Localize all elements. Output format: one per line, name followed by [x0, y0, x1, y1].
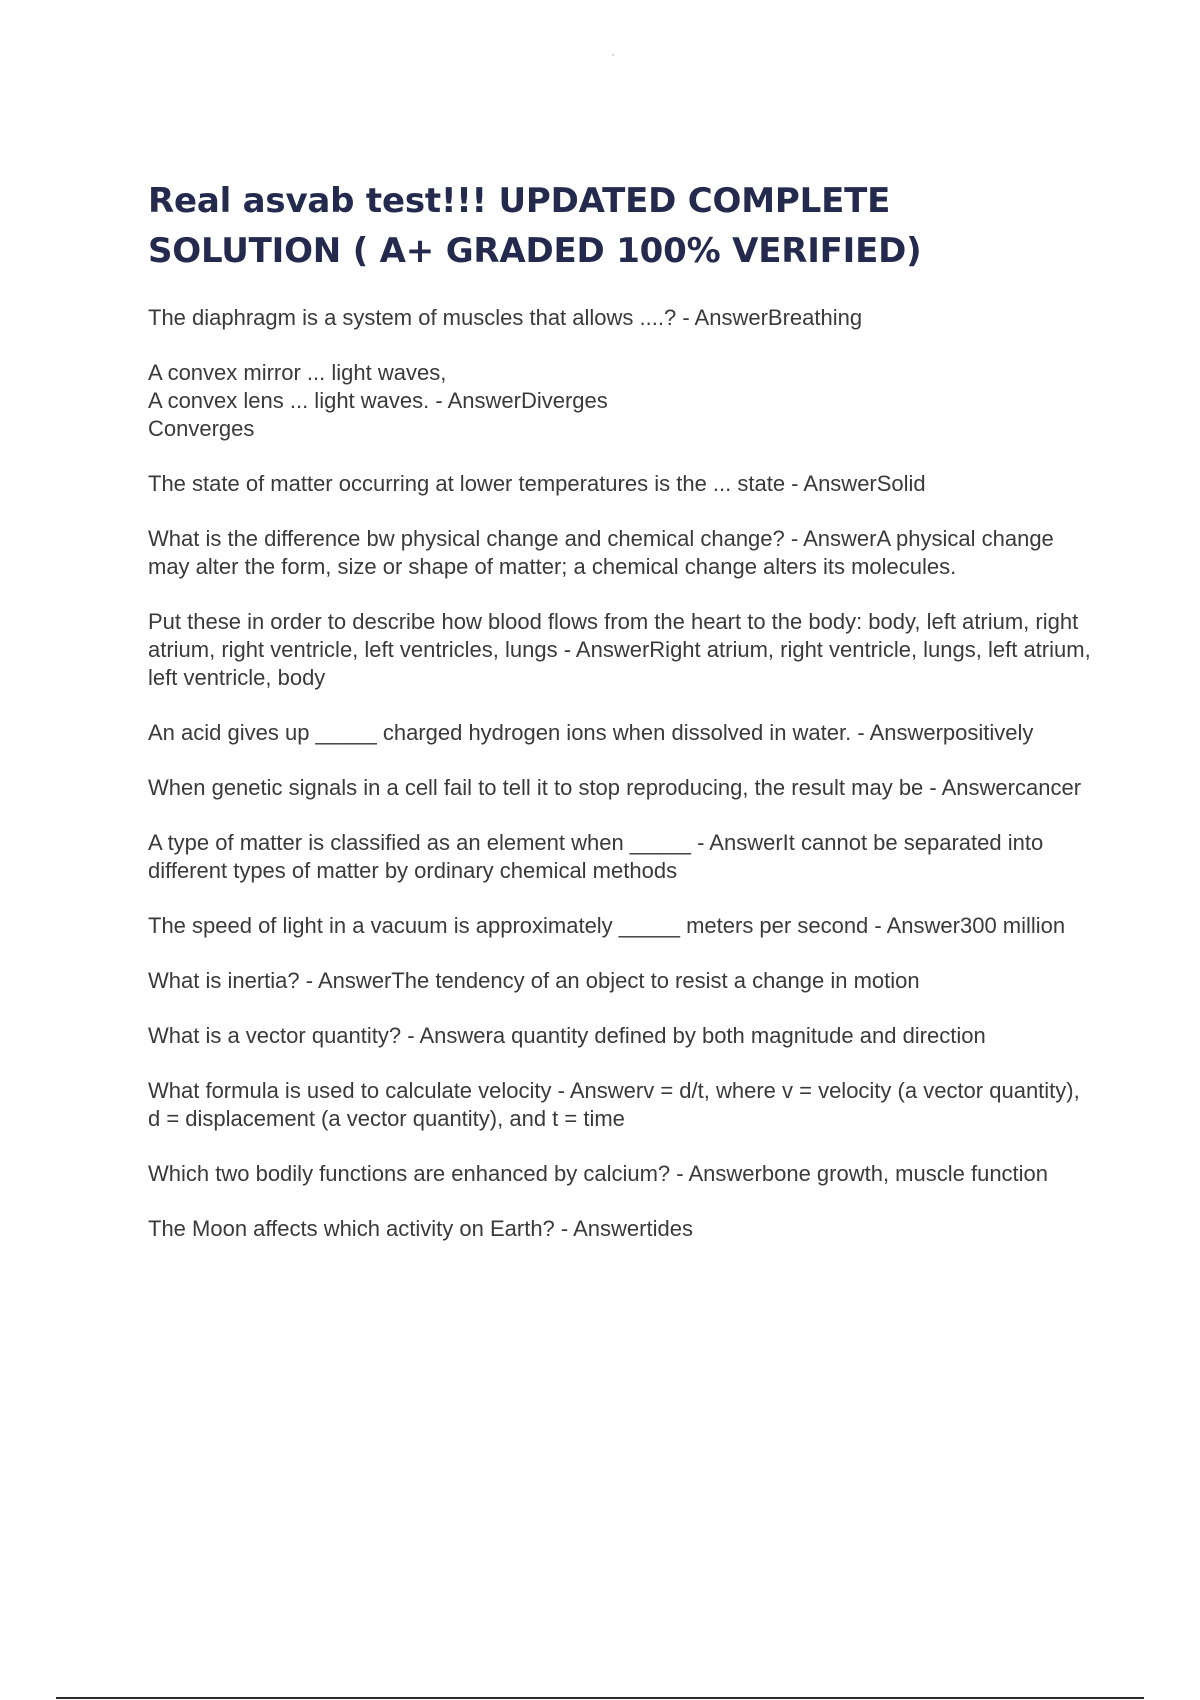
qa-item-calcium: Which two bodily functions are enhanced by calcium? - Answerbone growth, muscle function [148, 1161, 1049, 1186]
qa-item-vector-quantity: What is a vector quantity? - Answera quantity defined by both magnitude and direction [148, 1023, 986, 1048]
qa-item-physical-chemical-change: What is the difference bw physical change and chemical change? - AnswerA physical change may alter the form, size or shape of matter; a chemical change alters its molecules. [148, 526, 1054, 579]
qa-item-convex: A convex mirror ... light waves, A convex lens ... light waves. - AnswerDiverges Converges [148, 360, 608, 441]
footer-rule [56, 1697, 1144, 1699]
document-title: Real asvab test!!! UPDATED COMPLETE SOLUTION ( A+ GRADED 100% VERIFIED) [148, 181, 922, 271]
page-speck [612, 54, 614, 56]
qa-item-state-of-matter: The state of matter occurring at lower temperatures is the ... state - AnswerSolid [148, 471, 926, 496]
qa-item-moon: The Moon affects which activity on Earth? - Answertides [148, 1216, 693, 1241]
qa-item-acid: An acid gives up _____ charged hydrogen ions when dissolved in water. - Answerpositively [148, 720, 1034, 745]
qa-list [148, 304, 1093, 1270]
qa-item-element: A type of matter is classified as an element when _____ - AnswerIt cannot be separated into different types of matter by ordinary chemical methods [148, 830, 1044, 883]
qa-item-diaphragm: The diaphragm is a system of muscles that allows ....? - AnswerBreathing [148, 305, 863, 330]
qa-item-velocity-formula: What formula is used to calculate velocity - Answerv = d/t, where v = velocity (a vector quantity), d = displacement (a vector quantity), and t = time [148, 1078, 1080, 1131]
qa-item-blood-flow: Put these in order to describe how blood flows from the heart to the body: body, left atrium, right atrium, right ventricle, left ventricles, lungs - AnswerRight atrium, right ventricle, lungs, left atrium, left ventricle, body [148, 609, 1091, 690]
qa-item-genetic-signals: When genetic signals in a cell fail to tell it to stop reproducing, the result may be - Answercancer [148, 775, 1082, 800]
qa-item-inertia: What is inertia? - AnswerThe tendency of an object to resist a change in motion [148, 968, 920, 993]
qa-item-speed-of-light: The speed of light in a vacuum is approximately _____ meters per second - Answer300 million [148, 913, 1066, 938]
